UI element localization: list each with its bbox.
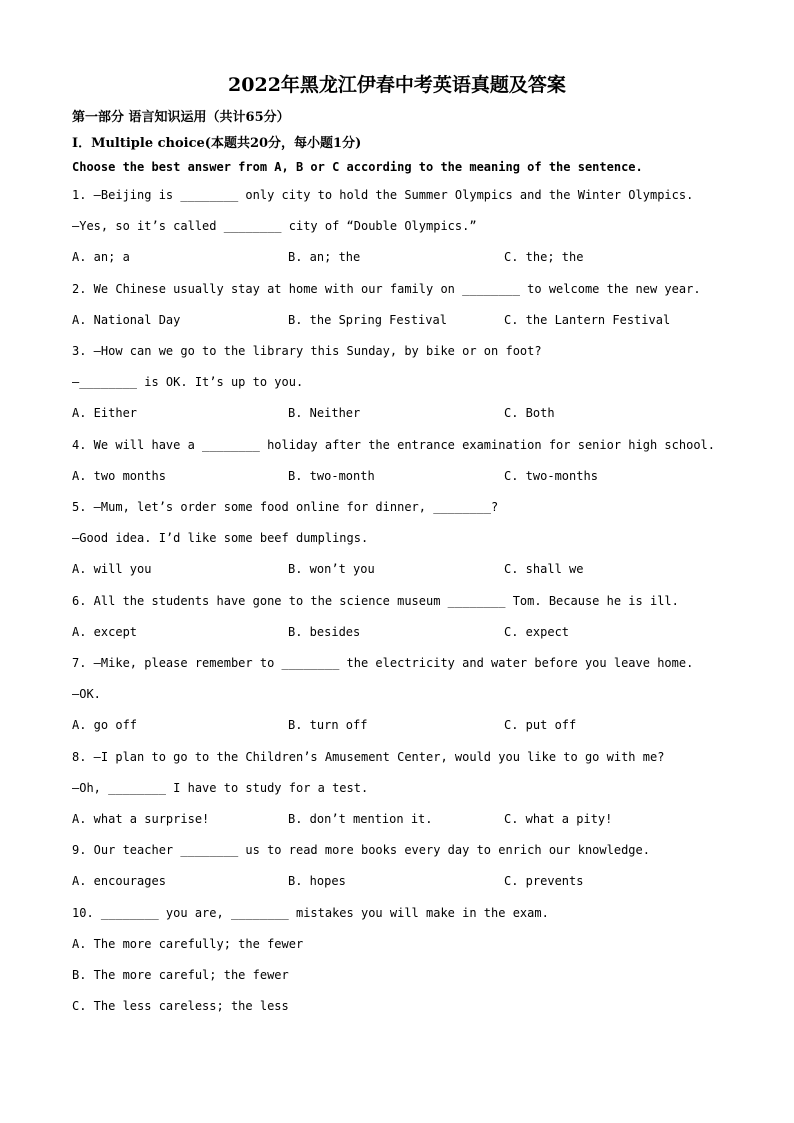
part-heading: 第一部分 语言知识运用（共计65分）	[72, 110, 290, 125]
question-8-line-1: 8. —I plan to go to the Children’s Amusement Center, would you like to go with me?	[72, 750, 665, 764]
question-8-option-a: A. what a surprise!	[72, 812, 210, 826]
question-6-option-a: A. except	[72, 625, 138, 639]
question-7-line-1: 7. —Mike, please remember to ________ the electricity and water before you leave home.	[72, 656, 694, 670]
question-9-option-c: C. prevents	[504, 874, 584, 888]
section-heading: Ⅰ．Multiple choice(本题共20分，每小题1分)	[72, 136, 362, 151]
question-2-line-1: 2. We Chinese usually stay at home with our family on ________ to welcome the new year.	[72, 282, 701, 296]
question-3-option-c: C. Both	[504, 406, 555, 420]
question-3-option-a: A. Either	[72, 406, 138, 420]
question-5-line-1: 5. —Mum, let’s order some food online for dinner, ________?	[72, 500, 499, 514]
question-9-option-a: A. encourages	[72, 874, 166, 888]
question-1-option-c: C. the; the	[504, 250, 584, 264]
question-10-option-c: C. The less careless; the less	[72, 999, 289, 1013]
question-8-option-c: C. what a pity!	[504, 812, 613, 826]
question-6-option-c: C. expect	[504, 625, 570, 639]
question-5-option-a: A. will you	[72, 562, 152, 576]
question-3-option-b: B. Neither	[288, 406, 361, 420]
question-1-option-b: B. an; the	[288, 250, 361, 264]
question-7-option-c: C. put off	[504, 718, 577, 732]
question-7-option-b: B. turn off	[288, 718, 368, 732]
question-4-line-1: 4. We will have a ________ holiday after the entrance examination for senior high school.	[72, 438, 715, 452]
question-8-option-b: B. don’t mention it.	[288, 812, 433, 826]
question-4-option-c: C. two-months	[504, 469, 598, 483]
question-7-option-a: A. go off	[72, 718, 138, 732]
question-3-line-1: 3. —How can we go to the library this Sunday, by bike or on foot?	[72, 344, 542, 358]
question-4-option-a: A. two months	[72, 469, 166, 483]
question-2-option-c: C. the Lantern Festival	[504, 313, 671, 327]
question-3-line-2: —________ is OK. It’s up to you.	[72, 375, 304, 389]
question-1-line-1: 1. —Beijing is ________ only city to hold the Summer Olympics and the Winter Olympics.	[72, 188, 694, 202]
question-5-option-c: C. shall we	[504, 562, 584, 576]
question-10-line-1: 10. ________ you are, ________ mistakes you will make in the exam.	[72, 906, 549, 920]
question-9-option-b: B. hopes	[288, 874, 346, 888]
page-title: 2022年黑龙江伊春中考英语真题及答案	[228, 74, 566, 96]
question-10-option-a: A. The more carefully; the fewer	[72, 937, 304, 951]
question-1-option-a: A. an; a	[72, 250, 130, 264]
question-5-line-2: —Good idea. I’d like some beef dumplings.	[72, 531, 369, 545]
question-7-line-2: —OK.	[72, 687, 101, 701]
question-6-option-b: B. besides	[288, 625, 361, 639]
question-2-option-b: B. the Spring Festival	[288, 313, 447, 327]
question-5-option-b: B. won’t you	[288, 562, 375, 576]
question-10-option-b: B. The more careful; the fewer	[72, 968, 289, 982]
question-2-option-a: A. National Day	[72, 313, 181, 327]
question-4-option-b: B. two-month	[288, 469, 375, 483]
question-8-line-2: —Oh, ________ I have to study for a test.	[72, 781, 369, 795]
instruction-text: Choose the best answer from A, B or C according to the meaning of the sentence.	[72, 160, 643, 174]
question-9-line-1: 9. Our teacher ________ us to read more books every day to enrich our knowledge.	[72, 843, 650, 857]
question-6-line-1: 6. All the students have gone to the science museum ________ Tom. Because he is ill.	[72, 594, 679, 608]
question-1-line-2: —Yes, so it’s called ________ city of “Double Olympics.”	[72, 219, 477, 233]
